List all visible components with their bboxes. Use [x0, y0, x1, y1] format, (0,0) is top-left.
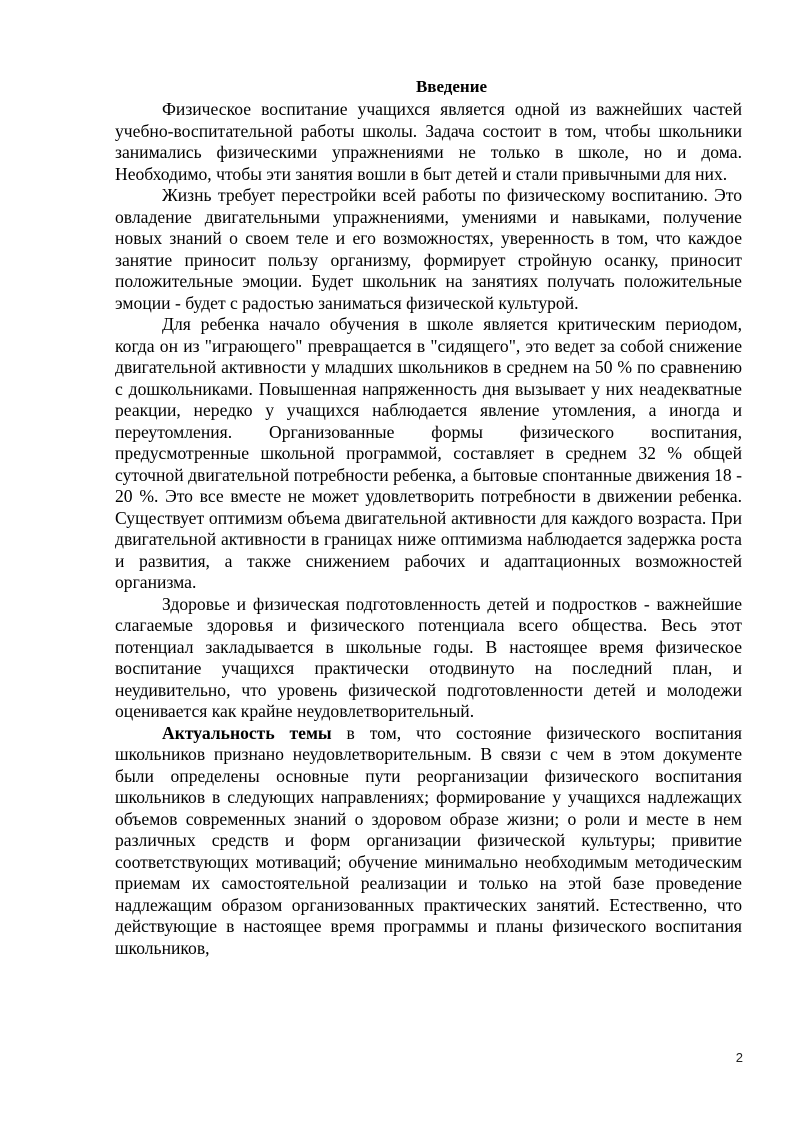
document-page [115, 76, 742, 959]
paragraph-2 [115, 185, 742, 314]
paragraph-4 [115, 594, 742, 723]
page-number: 2 [735, 1050, 743, 1065]
paragraph-text: Физическое воспитание учащихся является одной из важнейших частей учебно-воспитательной работы школы. Задача состоит в том, чтобы школьники занимались физическими упражнениями не только в школе, но и дома. Необходимо, чтобы эти занятия вошли в быт детей и стали привычными для них. [115, 99, 742, 184]
paragraph-text: Для ребенка начало обучения в школе является критическим периодом, когда он из "играющего" превращается в "сидящего", это ведет за собой снижение двигательной активности у младших школьников в среднем на 50 % по сравнению с дошкольниками. Повышенная напряженность дня вызывает у них неадекватные реакции, нередко у учащихся наблюдается явление утомления, а иногда и переутомления. Организованные формы физического воспитания, предусмотренные школьной программой, составляет в среднем 32 % общей суточной двигательной потребности ребенка, а бытовые спонтанные движения 18 - 20 %. Это все вместе не может удовлетворить потребности в движении ребенка. Существует оптимизм объема двигательной активности для каждого возраста. При двигательной активности в границах ниже оптимизма наблюдается задержка роста и развития, а также снижением рабочих и адаптационных возможностей организма. [115, 314, 742, 592]
paragraph-text: Жизнь требует перестройки всей работы по физическому воспитанию. Это овладение двигательными упражнениями, умениями и навыками, получение новых знаний о своем теле и его возможностях, уверенность в том, что каждое занятие приносит пользу организму, формирует стройную осанку, приносит положительные эмоции. Будет школьник на занятиях получать положительные эмоции - будет с радостью заниматься физической культурой. [115, 185, 742, 313]
document-title: Введение [415, 77, 488, 96]
paragraph-5 [115, 723, 742, 960]
paragraph-1 [115, 99, 742, 185]
paragraph-text: в том, что состояние физического воспитания школьников признано неудовлетворительным. В связи с чем в этом документе были определены основные пути реорганизации физического воспитания школьников в следующих направлениях; формирование у учащихся надлежащих объемов современных знаний о здоровом образе жизни; о роли и месте в нем различных средств и форм организации физической культуры; привитие соответствующих мотиваций; обучение минимально необходимым методическим приемам их самостоятельной реализации и только на этой базе проведение надлежащим образом организованных практических занятий. Естественно, что действующие в настоящее время программы и планы физического воспитания школьников, [115, 722, 743, 958]
topic-relevance-lead: Актуальность темы [162, 722, 332, 743]
paragraph-3 [115, 314, 742, 594]
paragraph-text: Здоровье и физическая подготовленность детей и подростков - важнейшие слагаемые здоровья и физического потенциала всего общества. Весь этот потенциал закладывается в школьные годы. В настоящее время физическое воспитание учащихся практически отодвинуто на последний план, и неудивительно, что уровень физической подготовленности детей и молодежи оценивается как крайне неудовлетворительный. [115, 593, 742, 721]
